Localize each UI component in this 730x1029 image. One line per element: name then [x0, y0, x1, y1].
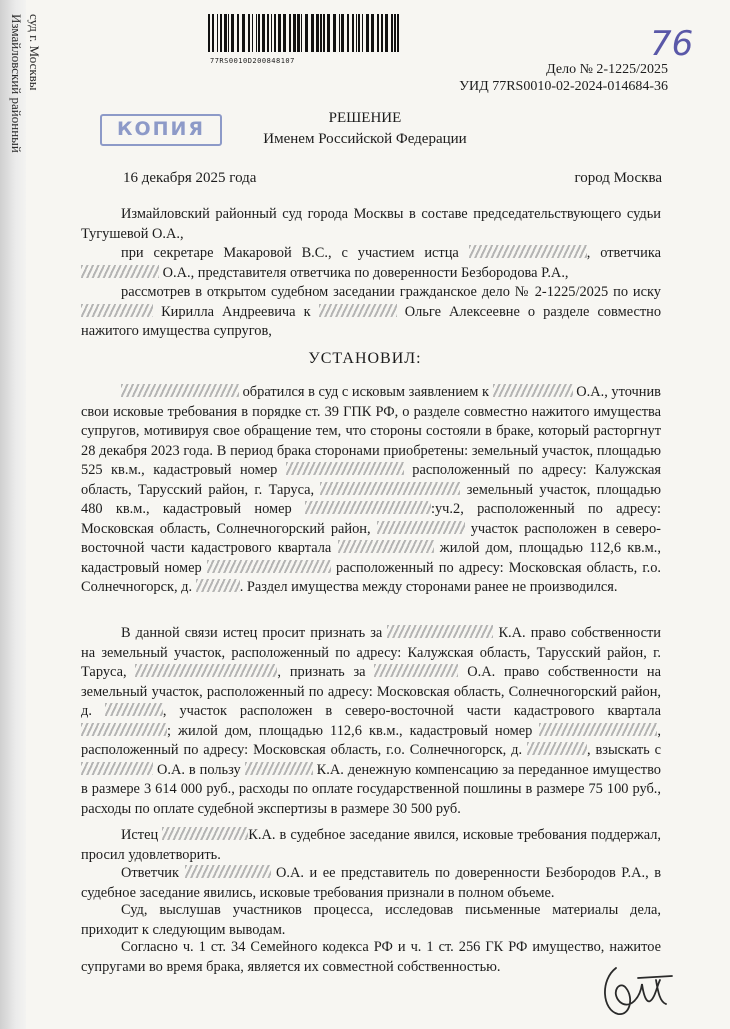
redaction [135, 664, 277, 677]
intro-paragraph-3: рассмотрев в открытом судебном заседании гражданское дело № 2-1225/2025 по иску Кирилла Андреевича к Ольге Алексеевне о разделе совместно нажитого имущества супругов, [81, 284, 662, 339]
redaction [539, 723, 657, 736]
redaction [493, 384, 573, 397]
decision-city: город Москва [574, 170, 662, 186]
margin-stamp-line1: Измайловский районный [9, 14, 24, 153]
handwritten-signature [596, 958, 676, 1022]
redaction [121, 384, 239, 397]
redaction [319, 304, 397, 317]
redaction [245, 762, 313, 775]
redaction [207, 560, 331, 573]
copy-stamp: КОПИЯ [100, 114, 222, 146]
intro-paragraph-2: при секретаре Макаровой В.С., с участием истца , ответчика О.А., представителя ответчика по доверенности Безбородова Р.А., [81, 244, 661, 283]
redaction [81, 723, 167, 736]
redaction [338, 540, 434, 553]
redaction [527, 742, 587, 755]
uid-number: УИД 77RS0010-02-2024-014684-36 [459, 79, 668, 94]
case-number: Дело № 2-1225/2025 [546, 62, 668, 77]
barcode [206, 12, 406, 54]
body-paragraph-1: обратился в суд с исковым заявлением к О.А., уточнив свои исковые требования в порядке ст. 39 ГПК РФ, о разделе совместно нажитого имущества супругов, мотивируя свое обращение тем, что стороны состояли в браке, который расторгнут 28 декабря 2023 года. В период брака сторонами приобретены: земельный участок, площадью 525 кв.м., кадастровый номер расположенный по адресу: Калужская область, Тарусский район, г. Таруса, земельный участок, площадью 480 кв.м., кадастровый номер :уч.2, расположенный по адресу: Московская область, Солнечногорский район, участок расположен в северо-восточной части кадастрового квартала жилой дом, площадью 112,6 кв.м., кадастровый номер расположенный по адресу: Московская область, г.о. Солнечногорск, д. . Раздел имущества между сторонами ранее не производился. [81, 384, 662, 595]
redaction [305, 501, 431, 514]
redaction [469, 245, 587, 258]
margin-stamp-line2: суд г. Москвы [27, 14, 42, 91]
court-margin-stamp [8, 14, 48, 194]
section-heading: УСТАНОВИЛ: [308, 350, 422, 367]
redaction [185, 865, 271, 878]
redaction [196, 579, 240, 592]
redaction [81, 304, 153, 317]
redaction [320, 482, 460, 495]
handwritten-page-number: 76 [650, 24, 694, 64]
redaction [81, 265, 159, 278]
barcode-number: 77RS0010D200848107 [210, 57, 295, 65]
body-paragraph-3: Истец К.А. в судебное заседание явился, исковые требования поддержал, просил удовлетворить. [81, 827, 661, 863]
decision-date: 16 декабря 2025 года [123, 170, 257, 186]
redaction [377, 521, 465, 534]
redaction [286, 462, 404, 475]
redaction [81, 762, 153, 775]
body-paragraph-2: В данной связи истец просит признать за К.А. право собственности на земельный участок, расположенный по адресу: Калужская область, Тарусский район, г. Таруса, , признать за О.А. право собственности на земельный участок, расположенный по адресу: Московская область, Солнечногорский район, д. , участок расположен в северо-восточной части кадастрового квартала ; жилой дом, площадью 112,6 кв.м., кадастровый номер , расположенный по адресу: Московская область, г.о. Солнечногорск, д. , взыскать с О.А. в пользу К.А. денежную компенсацию за переданное имущество в размере 3 614 000 руб., расходы по оплате государственной пошлины в размере 75 100 руб., расходы по оплате судебной экспертизы в размере 30 500 руб. [81, 625, 661, 817]
intro-paragraph-1: Измайловский районный суд города Москвы в составе председательствующего судьи Тугушевой О.А., [81, 206, 661, 242]
body-paragraph-4: Ответчик О.А. и ее представитель по доверенности Безбородов Р.А., в судебное заседание явились, исковые требования признали в полном объеме. [81, 865, 661, 901]
body-paragraph-6: Согласно ч. 1 ст. 34 Семейного кодекса РФ и ч. 1 ст. 256 ГК РФ имущество, нажитое супругами во время брака, является их совместной собственностью. [81, 939, 661, 975]
redaction [387, 625, 493, 638]
redaction [162, 827, 248, 840]
body-paragraph-5: Суд, выслушав участников процесса, исследовав письменные материалы дела, приходит к следующим выводам. [81, 902, 661, 938]
redaction [105, 703, 163, 716]
document-title: РЕШЕНИЕ [328, 110, 402, 126]
document-subtitle: Именем Российской Федерации [263, 131, 467, 147]
redaction [374, 664, 458, 677]
